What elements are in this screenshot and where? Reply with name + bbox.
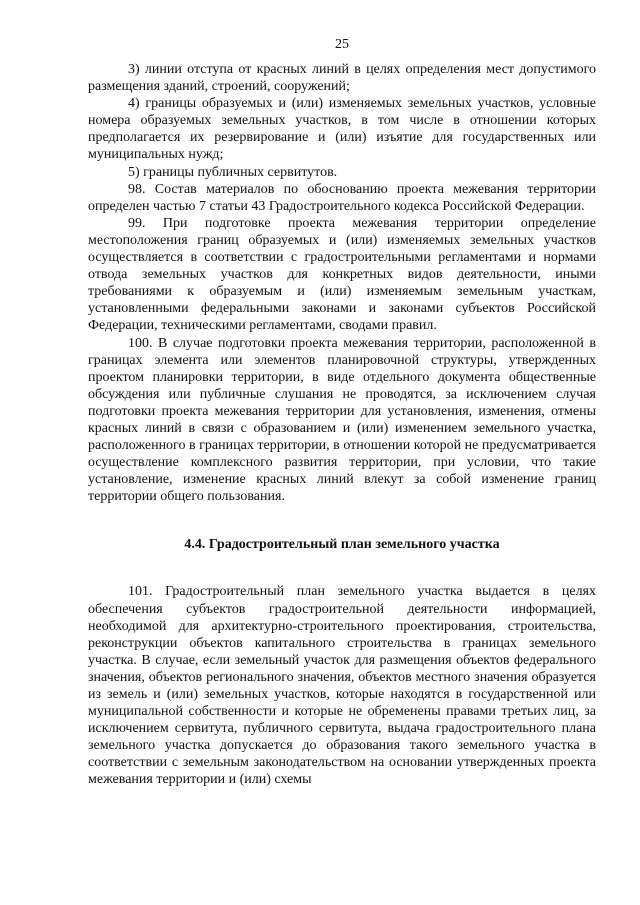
section-heading: 4.4. Градостроительный план земельного участка xyxy=(184,537,500,553)
paragraph-98: 98. Состав материалов по обоснованию проекта межевания территории определен частью 7 статьи 43 Градостроительного кодекса Российской Федерации. xyxy=(88,181,596,214)
paragraph-item-5: 5) границы публичных сервитутов. xyxy=(128,164,338,180)
paragraph-100: 100. В случае подготовки проекта межевания территории, расположенной в границах элемента или элементов планировочной структуры, утвержденных проектом планировки территории, в виде отдельного документа общественные обсуждения или публичные слушания не проводятся, за исключением случая подготовки проекта межевания территории для установления, изменения, отмены красных линий в связи с образованием и (или) изменением земельного участка, расположенного в границах территории, в отношении которой не предусматривается осуществление комплексного развития территории, при условии, что такие установление, изменение красных линий влекут за собой изменение границ территории общего пользования. xyxy=(88,335,596,505)
document-page xyxy=(88,36,596,789)
paragraph-101: 101. Градостроительный план земельного участка выдается в целях обеспечения субъектов градостроительной деятельности информацией, необходимой для архитектурно-строительного проектирования, строительства, реконструкции объектов капитального строительства в границах земельного участка. В случае, если земельный участок для размещения объектов федерального значения, объектов регионального значения, объектов местного значения образуется из земель и (или) земельных участков, которые находятся в государственной или муниципальной собственности и которые не обременены правами третьих лиц, за исключением сервитута, публичного сервитута, выдача градостроительного плана земельного участка допускается до образования такого земельного участка в соответствии с земельным законодательством на основании утвержденных проекта межевания территории и (или) схемы xyxy=(88,584,596,788)
paragraph-item-3: 3) линии отступа от красных линий в целях определения мест допустимого размещения зданий, строений, сооружений; xyxy=(88,62,596,95)
paragraph-item-4: 4) границы образуемых и (или) изменяемых земельных участков, условные номера образуемых земельных участков, в том числе в отношении которых предполагается их резервирование и (или) изъятие для государственных или муниципальных нужд; xyxy=(88,96,596,163)
paragraph-99: 99. При подготовке проекта межевания территории определение местоположения границ образуемых и (или) изменяемых земельных участков осуществляется в соответствии с градостроительными регламентами и нормами отвода земельных участков для конкретных видов деятельности, иными требованиями к образуемым и (или) изменяемым земельным участкам, установленными федеральными законами и законами субъектов Российской Федерации, техническими регламентами, сводами правил. xyxy=(88,215,596,334)
page-number: 25 xyxy=(335,37,349,52)
